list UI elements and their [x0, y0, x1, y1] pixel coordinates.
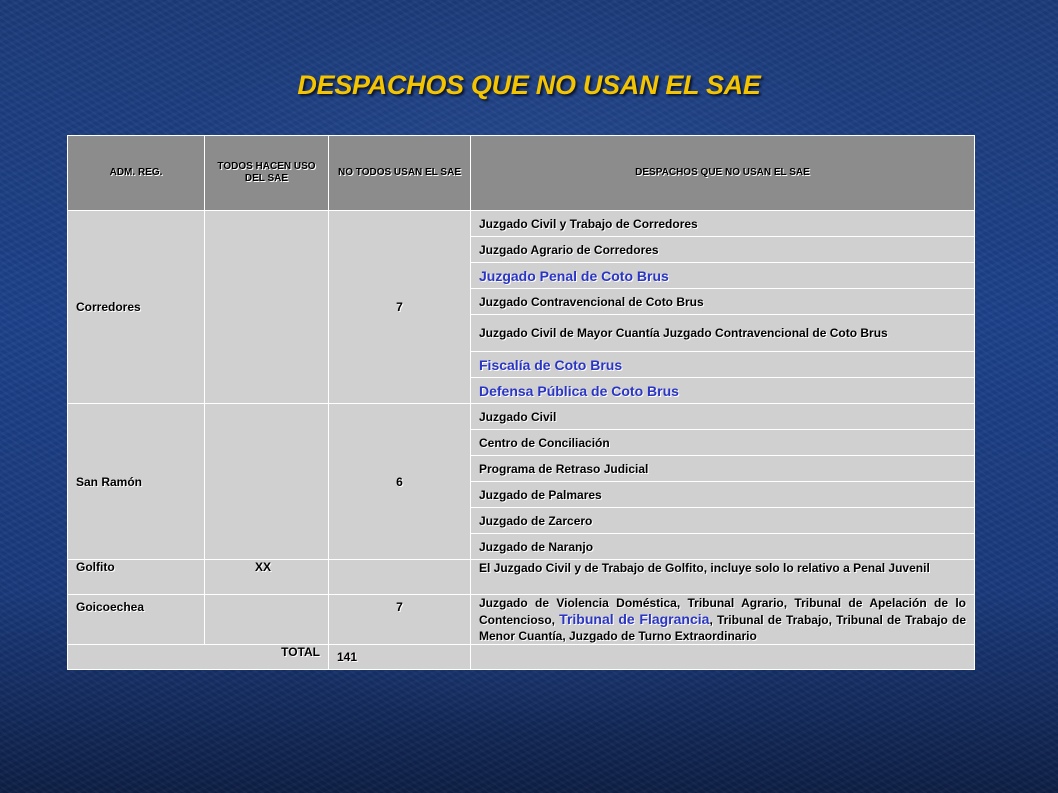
- despacho-item: Juzgado Agrario de Corredores: [471, 237, 975, 263]
- despacho-item: Defensa Pública de Coto Brus: [471, 378, 975, 404]
- detail-text-a: Juzgado de Violencia Doméstica, Tribunal Agrario, Tribunal de Apelación de lo Contencioso,: [479, 596, 966, 627]
- all-use-cell: [205, 404, 329, 560]
- despacho-item: Juzgado Civil: [471, 404, 975, 430]
- despacho-item: Centro de Conciliación: [471, 430, 975, 456]
- count-golfito: [329, 560, 471, 595]
- despacho-item: Juzgado Civil de Mayor Cuantía Juzgado Contravencional de Coto Brus: [471, 315, 975, 352]
- total-value: 141: [329, 645, 471, 670]
- despachos-table: [67, 135, 975, 670]
- despacho-item: Fiscalía de Coto Brus: [471, 352, 975, 378]
- header-row: [68, 136, 975, 211]
- header-despachos: DESPACHOS QUE NO USAN EL SAE: [471, 136, 975, 211]
- despacho-item: Juzgado de Naranjo: [471, 534, 975, 560]
- count-san-ramon: 6: [329, 404, 471, 560]
- all-use-cell: [205, 595, 329, 645]
- header-no-todos-usan: NO TODOS USAN EL SAE: [329, 136, 471, 211]
- region-golfito: Golfito: [68, 560, 205, 595]
- region-san-ramon: San Ramón: [68, 404, 205, 560]
- count-goicoechea: 7: [329, 595, 471, 645]
- page-title: DESPACHOS QUE NO USAN EL SAE: [297, 70, 761, 100]
- table-row: [68, 211, 975, 237]
- header-todos-usan: TODOS HACEN USO DEL SAE: [205, 136, 329, 211]
- region-goicoechea: Goicoechea: [68, 595, 205, 645]
- despacho-item: Juzgado Contravencional de Coto Brus: [471, 289, 975, 315]
- total-empty-cell: [471, 645, 975, 670]
- all-use-golfito: XX: [205, 560, 329, 595]
- total-row: [68, 645, 975, 670]
- table-row: [68, 560, 975, 595]
- despacho-item: Juzgado Civil y Trabajo de Corredores: [471, 211, 975, 237]
- despacho-item: Juzgado de Zarcero: [471, 508, 975, 534]
- despacho-detail-golfito: El Juzgado Civil y de Trabajo de Golfito, incluye solo lo relativo a Penal Juvenil: [471, 560, 975, 595]
- region-corredores: Corredores: [68, 211, 205, 404]
- all-use-cell: [205, 211, 329, 404]
- detail-text-c: , Tribunal de Trabajo, Tribunal de Trabajo de Menor Cuantía, Juzgado de Turno Extraordinario: [479, 613, 966, 643]
- despacho-item: Juzgado Penal de Coto Brus: [471, 263, 975, 289]
- table-row: [68, 404, 975, 430]
- despacho-item: Juzgado de Palmares: [471, 482, 975, 508]
- table-row: [68, 595, 975, 645]
- count-corredores: 7: [329, 211, 471, 404]
- detail-text-flagrancia: Tribunal de Flagrancia: [559, 611, 710, 627]
- despacho-detail-goicoechea: [471, 595, 975, 645]
- header-adm-reg: ADM. REG.: [68, 136, 205, 211]
- total-label: TOTAL: [68, 645, 329, 670]
- despacho-item: Programa de Retraso Judicial: [471, 456, 975, 482]
